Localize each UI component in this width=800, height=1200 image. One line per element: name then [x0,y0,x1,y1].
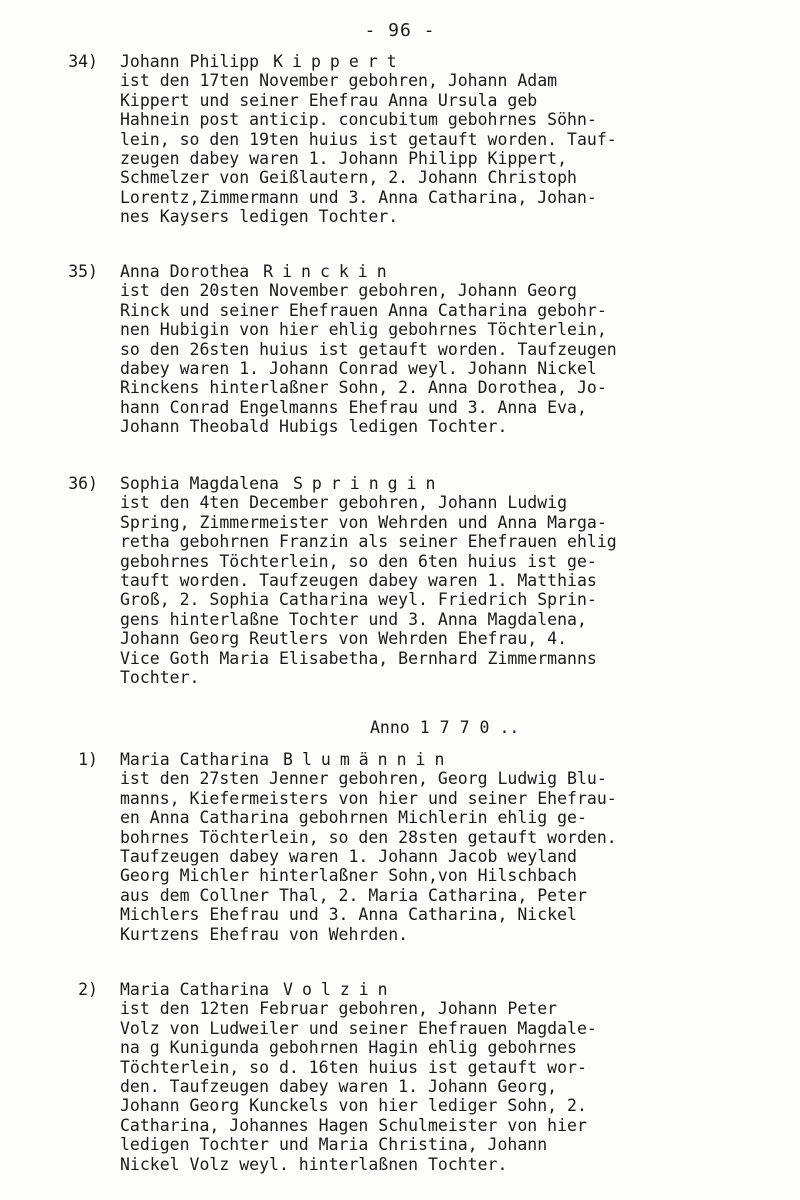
entry-number: 1) [78,750,98,769]
entry-line: ist den 20sten November gebohren, Johann Georg [120,281,577,301]
entry-line: zeugen dabey waren 1. Johann Philipp Kippert, [120,149,568,169]
entry-heading [120,262,754,281]
entry-line: ist den 17ten November gebohren, Johann Adam [120,71,558,91]
entry-line: hann Conrad Engelmanns Ehefrau und 3. Anna Eva, [120,397,587,417]
entry-line: Kurtzens Ehefrau von Wehrden. [120,924,409,944]
entry-body [120,262,754,437]
surname: Blumännin [283,750,454,769]
surname: Volzin [283,980,397,999]
entry-line: den. Taufzeugen dabey waren 1. Johann Georg, [120,1077,558,1097]
entry-line: Rinckens hinterlaßner Sohn, 2. Anna Dorothea, Jo- [120,378,607,398]
entry-line: Rinck und seiner Ehefrauen Anna Catharina gebohr- [120,300,607,320]
entry-line: Groß, 2. Sophia Catharina weyl. Friedrich Sprin- [120,590,597,610]
entry-line: Catharina, Johannes Hagen Schulmeister von hier [120,1115,587,1135]
entry-line: Volz von Ludweiler und seiner Ehefrauen Magdale- [120,1018,597,1038]
entry-number: 35) [68,262,98,281]
given-name: Maria Catharina [120,750,270,769]
baptism-entry-36 [68,474,754,688]
entry-body [120,474,754,687]
surname: Kippert [273,52,406,71]
surname: Springin [292,474,445,493]
entry-line: Töchterlein, so d. 16ten huius ist getauft wor- [120,1057,587,1077]
entry-line: en Anna Catharina gebohrnen Michlerin ehlig ge- [120,808,587,828]
entry-line: nen Hubigin von hier ehlig gebohrnes Töchterlein, [120,320,607,340]
entry-body [120,750,754,944]
entry-line: ist den 27sten Jenner gebohren, Georg Ludwig Blu- [120,769,607,789]
entry-heading [120,52,754,71]
entry-line: Tochter. [120,668,200,688]
given-name: Anna Dorothea [120,262,250,281]
entry-line: Johann Georg Reutlers von Wehrden Ehefrau, 4. [120,629,568,649]
entry-line: gens hinterlaßne Tochter und 3. Anna Magdalena, [120,609,587,629]
entry-number: 36) [68,474,98,493]
year-suffix: .. [499,718,520,737]
entry-body [120,980,754,1174]
given-name: Maria Catharina [120,980,270,999]
year-value: 1770 [419,718,500,737]
entry-line: ledigen Tochter und Maria Christina, Johann [120,1135,548,1155]
entry-body [120,52,754,227]
entry-line: lein, so den 19ten huius ist getauft worden. Tauf- [120,129,617,149]
baptism-entry-1770-1 [74,750,754,944]
year-label: Anno [370,718,410,737]
entry-line: Taufzeugen dabey waren 1. Johann Jacob weyland [120,847,577,867]
given-name: Sophia Magdalena [120,474,279,493]
entry-line: gebohrnes Töchterlein, so den 6ten huius ist ge- [120,551,597,571]
entry-number: 2) [78,980,98,999]
given-name: Johann Philipp [120,52,260,71]
entry-line: ist den 12ten Februar gebohren, Johann Peter [120,999,558,1019]
entry-line: Georg Michler hinterlaßner Sohn,von Hilschbach [120,866,577,886]
baptism-entry-1770-2 [74,980,754,1174]
entry-heading [120,474,754,493]
entry-line: retha gebohrnen Franzin als seiner Ehefrauen ehlig [120,532,617,552]
entry-line: Schmelzer von Geißlautern, 2. Johann Christoph [120,168,577,188]
entry-number: 34) [68,52,98,71]
entry-line: bohrnes Töchterlein, so den 28sten getauft worden. [120,827,617,847]
entry-heading [120,750,754,769]
entry-line: Kippert und seiner Ehefrau Anna Ursula geb [120,90,538,110]
baptism-entry-34 [68,52,754,227]
entry-line: Johann Theobald Hubigs ledigen Tochter. [120,417,508,437]
entry-line: Johann Georg Kunckels von hier lediger Sohn, 2. [120,1096,587,1116]
baptism-entry-35 [68,262,754,437]
entry-line: ist den 4ten December gebohren, Johann Ludwig [120,493,568,513]
entry-line: na g Kunigunda gebohrnen Hagin ehlig gebohrnes [120,1038,577,1058]
entry-line: Lorentz,Zimmermann und 3. Anna Catharina, Johan- [120,187,597,207]
entry-line: Nickel Volz weyl. hinterlaßnen Tochter. [120,1154,508,1174]
entry-line: manns, Kiefermeisters von hier und seiner Ehefrau- [120,788,617,808]
entry-line: Spring, Zimmermeister von Wehrden und Anna Marga- [120,512,607,532]
entry-line: dabey waren 1. Johann Conrad weyl. Johann Nickel [120,359,597,379]
entry-line: nes Kaysers ledigen Tochter. [120,207,399,227]
page-number: - 96 - [364,20,436,41]
entry-line: Michlers Ehefrau und 3. Anna Catharina, Nickel [120,905,577,925]
entry-line: Vice Goth Maria Elisabetha, Bernhard Zimmermanns [120,648,597,668]
entry-line: tauft worden. Taufzeugen dabey waren 1. Matthias [120,571,597,591]
surname: Rinckin [263,262,396,281]
year-heading [370,718,519,737]
entry-line: so den 26sten huius ist getauft worden. Taufzeugen [120,339,617,359]
entry-line: Hahnein post anticip. concubitum gebohrnes Söhn- [120,110,597,130]
entry-heading [120,980,754,999]
entry-line: aus dem Collner Thal, 2. Maria Catharina, Peter [120,885,587,905]
